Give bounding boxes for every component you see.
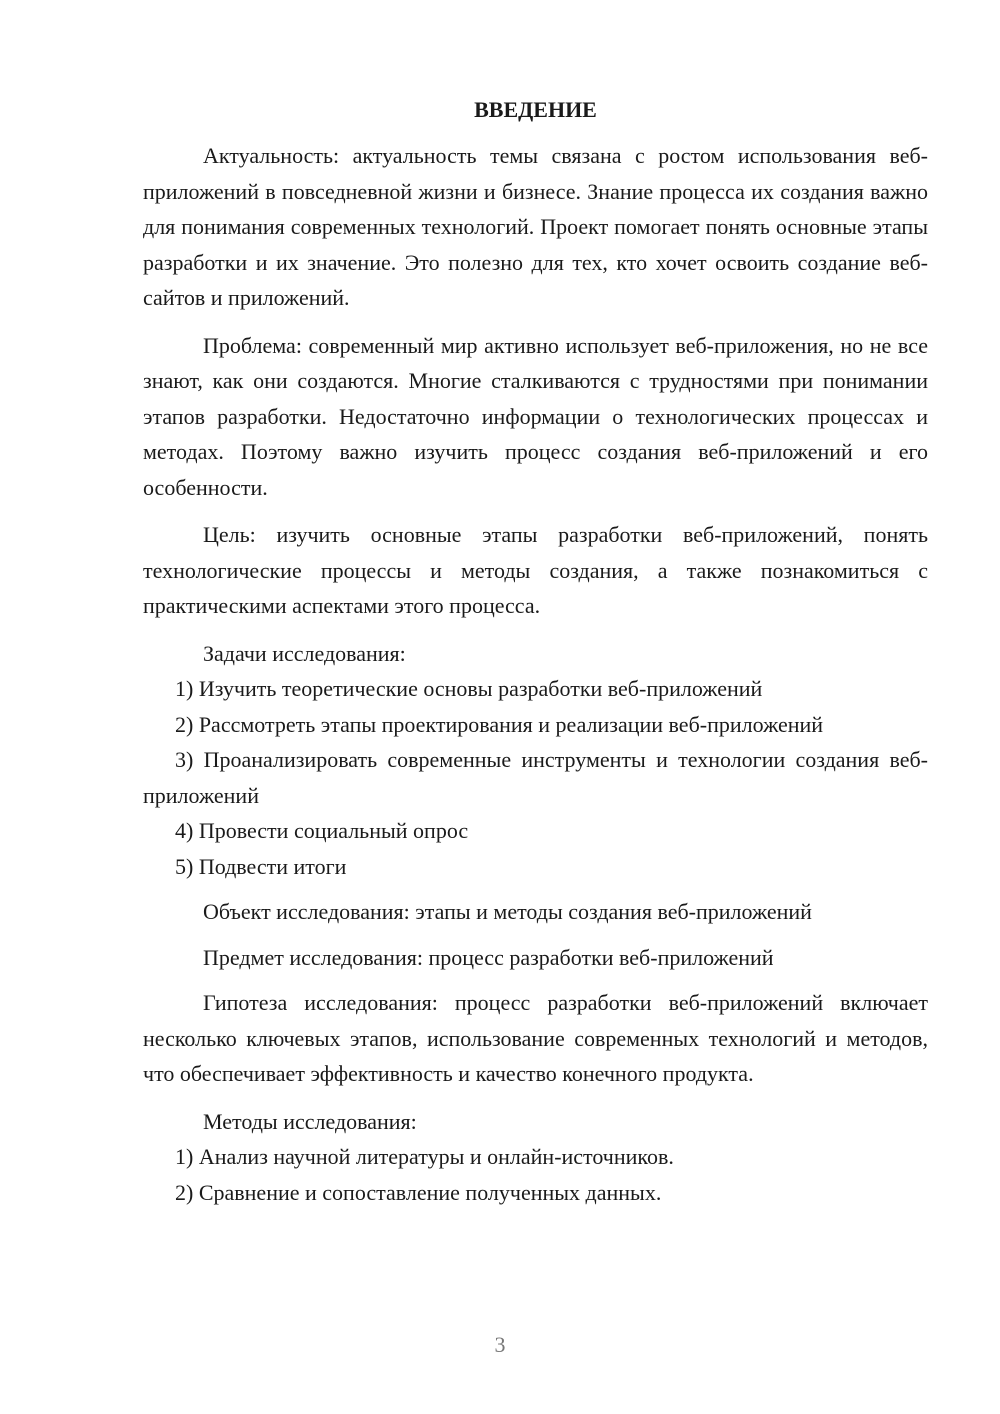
- tasks-heading: Задачи исследования:: [203, 640, 406, 666]
- subject-paragraph: Предмет исследования: процесс разработки веб-приложений: [203, 944, 774, 970]
- problem-paragraph: Проблема: современный мир активно использует веб-приложения, но не все знают, как они создаются. Многие сталкиваются с трудностями при понимании этапов разработки. Недостаточно информации о технологических процессах и методах. Поэтому важно изучить процесс создания веб-приложений и его особенности.: [143, 332, 928, 500]
- methods-heading: Методы исследования:: [203, 1108, 417, 1134]
- document-page: [143, 92, 928, 1210]
- relevance-paragraph: Актуальность: актуальность темы связана с ростом использования веб-приложений в повседневной жизни и бизнесе. Знание процесса их создания важно для понимания современных технологий. Проект помогает понять основные этапы разработки и их значение. Это полезно для тех, кто хочет освоить создание веб-сайтов и приложений.: [143, 143, 928, 310]
- goal-paragraph: Цель: изучить основные этапы разработки веб-приложений, понять технологические процессы и методы создания, а также познакомиться с практическими аспектами этого процесса.: [143, 522, 928, 618]
- hypothesis-paragraph: Гипотеза исследования: процесс разработки веб-приложений включает несколько ключевых этапов, использование современных технологий и методов, что обеспечивает эффективность и качество конечного продукта.: [143, 990, 928, 1086]
- task-item-5: 5) Подвести итоги: [175, 853, 347, 879]
- method-item-2: 2) Сравнение и сопоставление полученных данных.: [175, 1179, 662, 1205]
- page-number: 3: [494, 1332, 506, 1357]
- section-heading: ВВЕДЕНИЕ: [474, 97, 597, 122]
- object-paragraph: Объект исследования: этапы и методы создания веб-приложений: [203, 899, 812, 924]
- task-item-3: 3) Проанализировать современные инструменты и технологии создания веб-приложений: [143, 747, 928, 808]
- method-item-1: 1) Анализ научной литературы и онлайн-источников.: [175, 1144, 674, 1169]
- task-item-1: 1) Изучить теоретические основы разработки веб-приложений: [175, 676, 763, 701]
- task-item-4: 4) Провести социальный опрос: [175, 818, 469, 843]
- task-item-2: 2) Рассмотреть этапы проектирования и реализации веб-приложений: [175, 711, 824, 737]
